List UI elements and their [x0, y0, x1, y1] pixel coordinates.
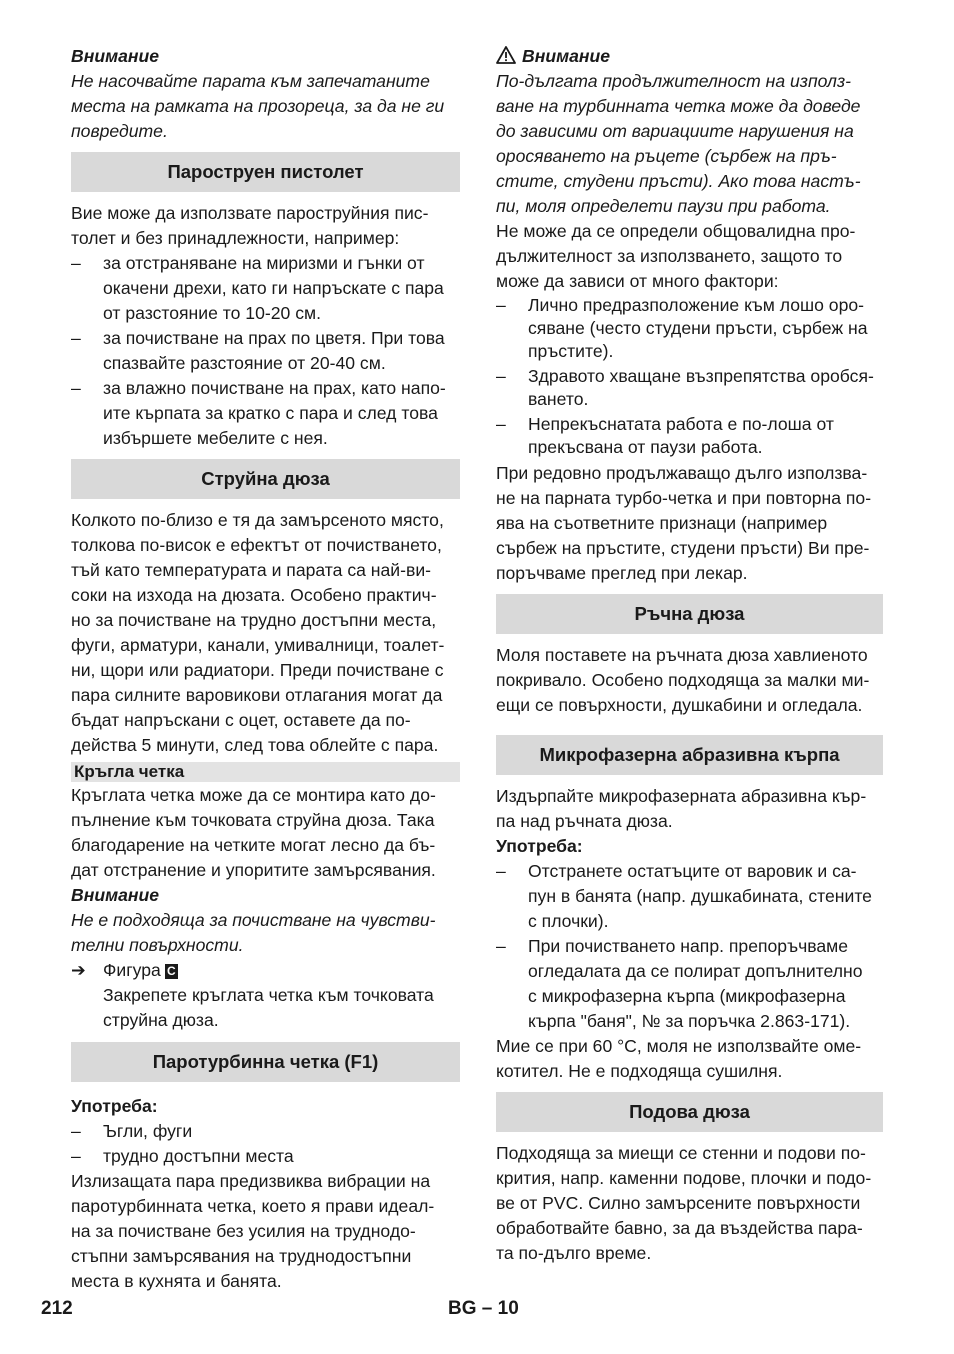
- list-dash: –: [496, 366, 506, 386]
- caution-text: Не насочвайте парата към запечатаните места на рамката на прозореца, за да не ги повредите.: [71, 71, 445, 141]
- floor-nozzle-text: Подходяща за миещи се стенни и подови по- крития, напр. каменни подове, плочки и подо- ве от PVC. Силно замърсените повърхности обработвайте бавно, за да въздейства пара- та по-дълго време.: [496, 1143, 872, 1263]
- right-column: [496, 44, 883, 1266]
- figure-label: Фигура: [103, 960, 161, 980]
- steam-gun-list: [71, 251, 460, 451]
- section-heading-microfibre-cloth: Микрофазерна абразивна кърпа: [496, 735, 883, 775]
- section-heading-steam-turbo-brush: Паротурбинна четка (F1): [71, 1042, 460, 1082]
- list-item: – за почистване на прах по цветя. При това спазвайте разстояние от 20-40 см.: [71, 328, 445, 373]
- list-item: – за влажно почистване на прах, като напо- ите кърпата за кратко с пара и след това избършете мебелите с нея.: [71, 378, 446, 448]
- list-item: – за отстраняване на миризми и гънки от окачени дрехи, като ги напръскате с пара от разстояние то 10-20 см.: [71, 253, 444, 323]
- steam-gun-intro: Вие може да използвате пароструйния пис- толет и без принадлежности, например:: [71, 203, 429, 248]
- caution-title: [496, 44, 883, 69]
- list-dash: –: [71, 1146, 81, 1166]
- list-item: – Лично предразположение към лошо оро- сяване (често студени пръсти, сърбеж на пръстите).: [496, 295, 868, 361]
- section-heading-hand-nozzle: Ръчна дюза: [496, 594, 883, 634]
- page-number: 212: [41, 1298, 73, 1319]
- caution-title: Внимание: [71, 46, 160, 66]
- arrow-icon: ➔: [71, 960, 86, 980]
- microfibre-list: [496, 859, 883, 1034]
- list-dash: –: [496, 936, 506, 956]
- section-heading-jet-nozzle: Струйна дюза: [71, 459, 460, 499]
- left-column: [71, 44, 460, 1294]
- factors-list: [496, 294, 883, 459]
- list-dash: –: [71, 253, 81, 273]
- list-dash: –: [71, 1121, 81, 1141]
- list-dash: –: [496, 861, 506, 881]
- usage-label: Употреба:: [71, 1096, 158, 1116]
- hand-nozzle-text: Моля поставете на ръчната дюза хавлиеното покривало. Особено подходяща за малки ми- ещи се повърхности, душкабини и огледала.: [496, 645, 870, 715]
- jet-nozzle-text: Колкото по-близо е тя да замърсеното място, толкова по-висок е ефектът от почистването, тъй като температурата и парата са най-ви- соки на изхода на дюзата. Особено практич- но за почистване на трудно достъпни места, фуги, арматури, канали, умивалници, тоалет- ни, щори или радиатори. Преди почистване с пара силните варовикови отлагания могат да бъдат напръскани с оцет, оставете да по- действа 5 минути, след това облейте с пара.: [71, 510, 445, 755]
- list-item: – Отстранете остатъците от варовик и са- пун в банята (напр. душкабината, стените с плочки).: [496, 861, 872, 931]
- list-dash: –: [71, 378, 81, 398]
- microfibre-outro: Мие се при 60 °C, моля не използвайте оме- котител. Не е подходяща сушилня.: [496, 1036, 862, 1081]
- turbo-brush-text: Излизащата пара предизвиква вибрации на паротурбинната четка, което я прави идеал- на за почистване без усилия на труднодо- стъпни замърсявания на труднодостъпни места в кухнята и банята.: [71, 1171, 435, 1291]
- caution-title-text: Внимание: [522, 46, 611, 66]
- caution-text: По-дългата продължителност на използ- ване на турбинната четка може да доведе до зависими от вариациите нарушения на оросяването на ръцете (сърбеж на пръ- стите, студени пръсти). Ако това настъ- пи, моля определети паузи при работа.: [496, 71, 861, 216]
- duration-intro: Не може да се определи общовалидна про- дължителност за използването, защото то може да зависи от много фактори:: [496, 221, 856, 291]
- list-item: – Непрекъснатата работа е по-лоша от прекъсвана от паузи работа.: [496, 414, 834, 457]
- microfibre-text: Издърпайте микрофазерната абразивна кър- па над ръчната дюза.: [496, 786, 867, 831]
- round-brush-text: Кръглата четка може да се монтира като до- пълнение към точковата струйна дюза. Така благодарение на четките могат лесно да бъ- дат отстранение и упоритите замърсявания.: [71, 785, 436, 880]
- subheading-round-brush: Кръгла четка: [71, 762, 460, 782]
- usage-label: Употреба:: [496, 836, 583, 856]
- list-item: – Здравото хващане възпрепятства оробся- ването.: [496, 366, 874, 409]
- list-dash: –: [71, 328, 81, 348]
- list-item: – При почистването напр. препоръчваме огледалата да се полират допълнително с микрофазерна кърпа (микрофазерна кърпа "баня", № за поръчка 2.863-171).: [496, 936, 863, 1031]
- turbo-brush-list: [71, 1119, 460, 1169]
- caution-title: Внимание: [71, 885, 160, 905]
- list-dash: –: [496, 295, 506, 315]
- section-heading-steam-gun: Пароструен пистолет: [71, 152, 460, 192]
- list-item: – трудно достъпни места: [71, 1144, 460, 1169]
- figure-reference-badge: C: [165, 964, 178, 979]
- section-page-label: BG – 10: [448, 1298, 519, 1319]
- figure-instruction-text: Закрепете кръглата четка към точковата струйна дюза.: [103, 985, 434, 1030]
- list-item: – Ъгли, фуги: [71, 1119, 460, 1144]
- caution-text: Не е подходяща за почистване на чувстви- телни повърхности.: [71, 910, 436, 955]
- list-dash: –: [496, 414, 506, 434]
- warning-triangle-icon: [496, 46, 516, 64]
- section-heading-floor-nozzle: Подова дюза: [496, 1092, 883, 1132]
- figure-instruction: [71, 958, 460, 1033]
- duration-outro: При редовно продължаващо дълго използва- не на парната турбо-четка и при повторна по- ява на съответните признаци (например сърбеж на пръстите, студени пръсти) Ви пре- поръчваме преглед при лекар.: [496, 463, 872, 583]
